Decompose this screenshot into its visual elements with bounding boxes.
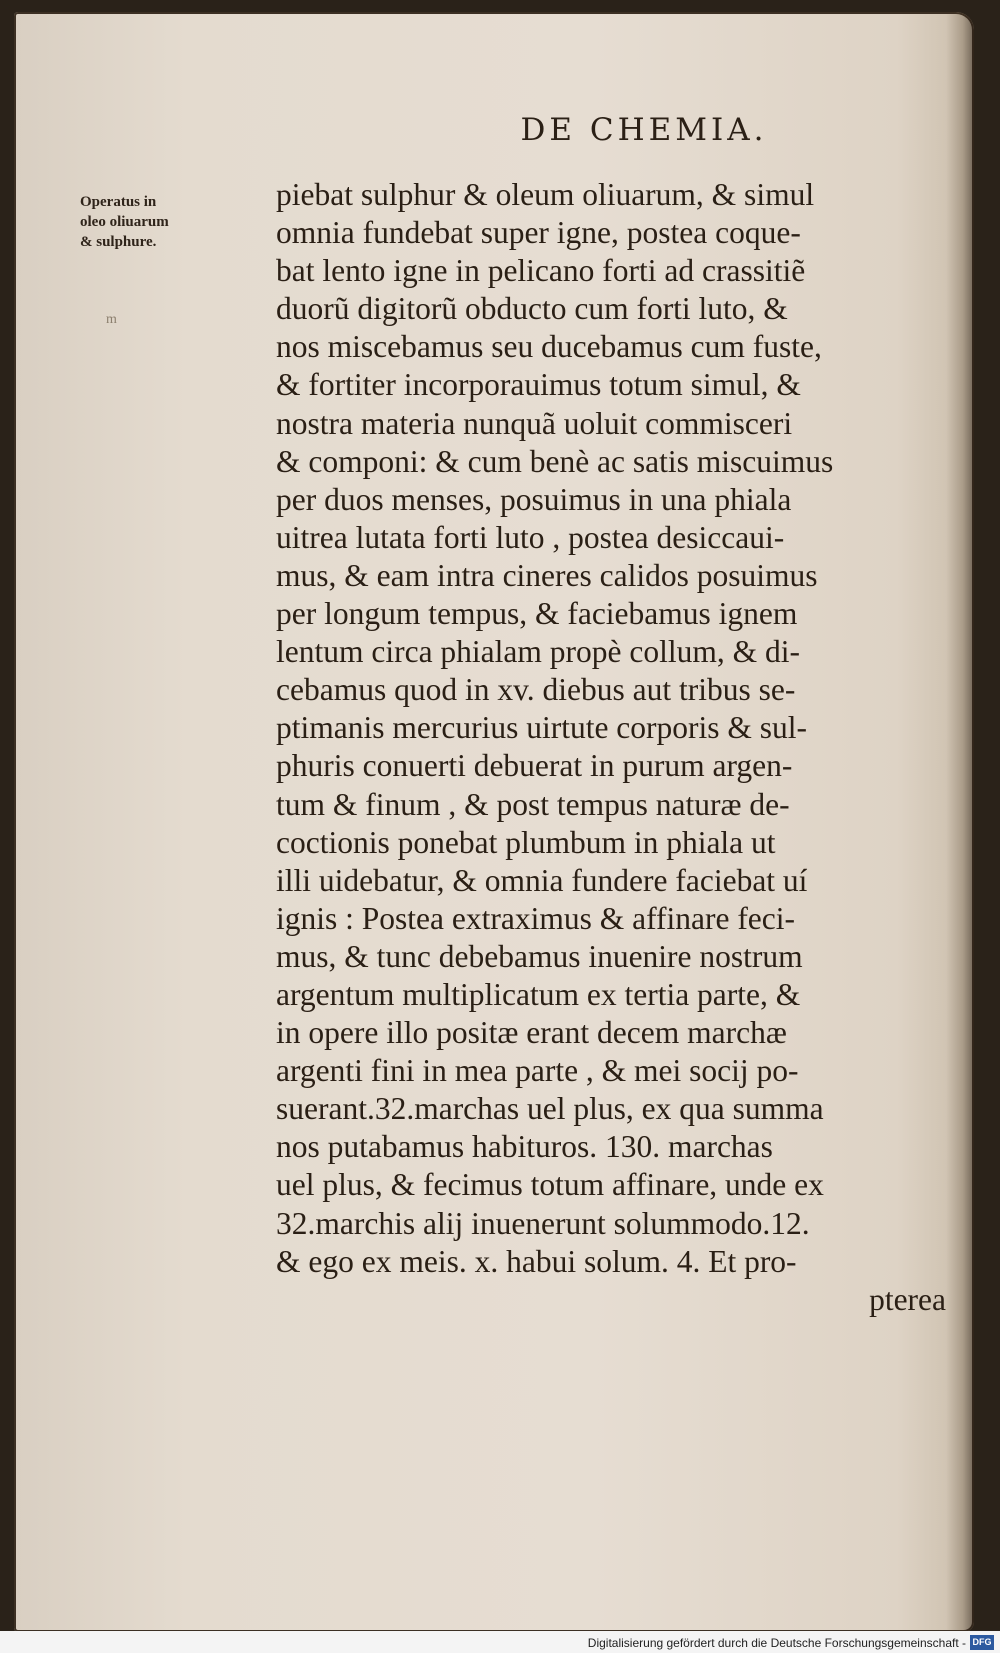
- text-line: nos miscebamus seu ducebamus cum fuste,: [276, 329, 822, 365]
- text-line: per duos menses, posuimus in una phiala: [276, 481, 792, 517]
- text-line: cebamus quod in xv. diebus aut tribus se-: [276, 672, 796, 708]
- text-line: & fortiter incorporauimus totum simul, &: [276, 367, 801, 403]
- text-line: uel plus, & fecimus totum affinare, unde ex: [276, 1167, 824, 1203]
- text-line: phuris conuerti debuerat in purum argen-: [276, 748, 793, 784]
- text-line: illi uidebatur, & omnia fundere faciebat uí: [276, 862, 808, 898]
- text-line: 32.marchis alij inuenerunt solummodo.12.: [276, 1205, 810, 1241]
- dfg-logo-icon: DFG: [970, 1635, 994, 1650]
- text-line: per longum tempus, & faciebamus ignem: [276, 596, 798, 632]
- footer-credit: Digitalisierung gefördert durch die Deutsche Forschungsgemeinschaft -: [587, 1636, 966, 1650]
- text-line: coctionis ponebat plumbum in phiala ut: [276, 824, 776, 860]
- text-line: tum & finum , & post tempus naturæ de-: [276, 786, 790, 822]
- page-edge-shadow: [946, 12, 974, 1632]
- book-page: [14, 12, 974, 1632]
- text-line: piebat sulphur & oleum oliuarum, & simul: [276, 177, 815, 212]
- text-line: & componi: & cum benè ac satis miscuimus: [276, 443, 834, 479]
- text-line: duorũ digitorũ obducto cum forti luto, &: [276, 291, 788, 327]
- text-line: in opere illo positæ erant decem marchæ: [276, 1015, 787, 1051]
- text-line: omnia fundebat super igne, postea coque-: [276, 215, 801, 251]
- margin-note-line: Operatus in: [80, 194, 157, 210]
- margin-note-line: & sulphure.: [80, 234, 157, 250]
- body-text: [276, 176, 946, 1319]
- text-line: suerant.32.marchas uel plus, ex qua summa: [276, 1091, 824, 1127]
- margin-note: [80, 192, 256, 252]
- text-line: argentum multiplicatum ex tertia parte, &: [276, 976, 801, 1012]
- text-line: mus, & tunc debebamus inuenire nostrum: [276, 938, 803, 974]
- text-line: mus, & eam intra cineres calidos posuimus: [276, 557, 818, 593]
- text-line: & ego ex meis. x. habui solum. 4. Et pro-: [276, 1243, 797, 1279]
- margin-note-line: oleo oliuarum: [80, 214, 169, 230]
- text-line: nostra materia nunquã uoluit commisceri: [276, 405, 793, 441]
- text-line: uitrea lutata forti luto , postea desiccaui-: [276, 519, 785, 555]
- text-line: ptimanis mercurius uirtute corporis & sul-: [276, 710, 808, 746]
- margin-mark: m: [106, 312, 117, 327]
- text-line: lentum circa phialam propè collum, & di-: [276, 634, 800, 670]
- footer-strip: [0, 1631, 1000, 1653]
- running-head: DE CHEMIA.: [520, 112, 768, 148]
- catchword: pterea: [869, 1281, 946, 1317]
- text-line: bat lento igne in pelicano forti ad crassitiẽ: [276, 253, 806, 289]
- text-line: argenti fini in mea parte , & mei socij po-: [276, 1053, 799, 1089]
- text-line: nos putabamus habituros. 130. marchas: [276, 1129, 773, 1165]
- text-line: ignis : Postea extraximus & affinare feci-: [276, 900, 796, 936]
